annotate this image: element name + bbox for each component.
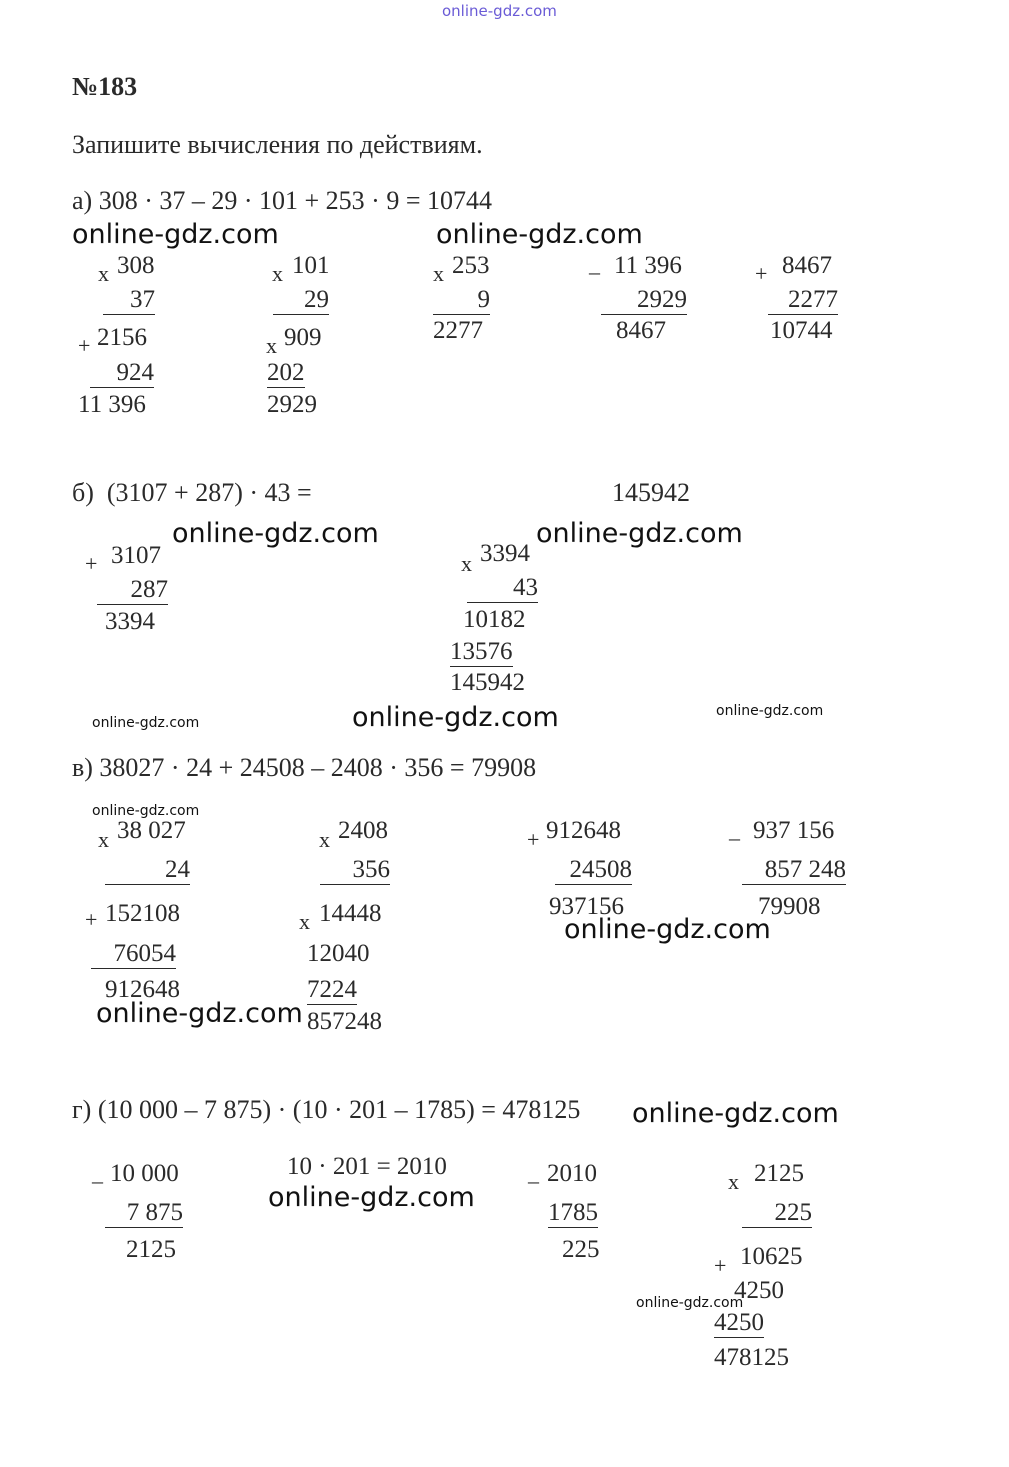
plus-sign: + [85, 551, 98, 576]
watermark[interactable]: online-gdz.com [268, 1182, 475, 1213]
minus-sign: – [92, 1168, 103, 1193]
calc-result: 79908 [758, 893, 821, 920]
calc-result: 8467 [616, 317, 666, 344]
calc-result: 145942 [450, 669, 525, 696]
calc-result: 857248 [307, 1008, 382, 1035]
multiply-sign: x [319, 827, 330, 852]
watermark[interactable]: online-gdz.com [564, 914, 771, 945]
calc-result: 11 396 [78, 391, 146, 418]
calc-operand: 2929 [601, 286, 687, 315]
calc-operand: 1785 [548, 1199, 598, 1226]
calc-partial: 909 [284, 324, 322, 351]
part-v-expression: в) 38027 · 24 + 24508 – 2408 · 356 = 79908 [72, 753, 537, 782]
multiply-sign: x [461, 551, 472, 576]
calc-operand: 10 000 [110, 1160, 179, 1187]
watermark[interactable]: online-gdz.com [632, 1098, 839, 1129]
calc-result: 2125 [126, 1236, 176, 1263]
calc-result: 225 [562, 1236, 600, 1263]
calc-operand: 308 [117, 252, 155, 279]
calc-operand: 2408 [338, 817, 388, 844]
watermark-top[interactable]: online-gdz.com [442, 2, 557, 20]
calc-operand: 3107 [111, 542, 161, 569]
watermark[interactable]: online-gdz.com [172, 518, 379, 549]
calc-partial: 4250 [714, 1309, 764, 1336]
part-g-sub-expression: 10 · 201 = 2010 [287, 1153, 447, 1180]
calc-partial: 76054 [91, 940, 176, 969]
calc-partial: 10182 [463, 606, 526, 633]
minus-sign: – [589, 259, 600, 284]
calc-operand: 24 [105, 856, 190, 885]
calc-result: 3394 [105, 608, 155, 635]
task-instruction: Запишите вычисления по действиям. [72, 130, 483, 159]
calc-operand: 43 [467, 574, 538, 603]
watermark[interactable]: online-gdz.com [96, 998, 303, 1029]
watermark[interactable]: online-gdz.com [72, 219, 279, 250]
calc-operand: 2125 [754, 1160, 804, 1187]
calc-partial: 10625 [740, 1243, 803, 1270]
plus-sign: + [85, 907, 98, 932]
calc-result: 912648 [105, 976, 180, 1003]
calc-operand: 287 [97, 576, 168, 605]
watermark-small[interactable]: online-gdz.com [716, 703, 824, 719]
calc-operand: 912648 [546, 817, 621, 844]
calc-operand: 225 [742, 1199, 812, 1228]
calc-operand: 9 [433, 286, 490, 315]
calc-partial: 152108 [105, 900, 180, 927]
calc-partial: 14448 [319, 900, 382, 927]
minus-sign: – [729, 825, 740, 850]
calc-operand: 2277 [768, 286, 838, 315]
calc-operand: 937 156 [753, 817, 835, 844]
multiply-sign: x [433, 261, 444, 286]
calc-operand: 2010 [547, 1160, 597, 1187]
calc-operand: 29 [273, 286, 329, 315]
watermark-small[interactable]: online-gdz.com [92, 803, 200, 819]
plus-sign: + [755, 261, 768, 286]
multiply-sign: x [272, 261, 283, 286]
watermark[interactable]: online-gdz.com [436, 219, 643, 250]
part-g-expression: г) (10 000 – 7 875) · (10 · 201 – 1785) = 478125 [72, 1095, 581, 1124]
calc-result: 2277 [433, 317, 483, 344]
calc-partial: 13576 [450, 638, 513, 665]
calc-result: 10744 [770, 317, 833, 344]
calc-operand: 37 [103, 286, 155, 315]
calc-partial: 2156 [97, 324, 147, 351]
calc-operand: 857 248 [742, 856, 846, 885]
part-b-expression: б) (3107 + 287) · 43 = [72, 478, 312, 507]
calc-result: 478125 [714, 1344, 789, 1371]
multiply-sign: x [299, 909, 310, 934]
plus-sign: + [714, 1253, 727, 1278]
calc-operand: 8467 [782, 252, 832, 279]
calc-partial: 924 [90, 359, 154, 388]
task-number: №183 [72, 72, 138, 101]
calc-partial: 7224 [307, 976, 357, 1003]
calc-operand: 101 [292, 252, 330, 279]
calc-result: 2929 [267, 391, 317, 418]
watermark-small[interactable]: online-gdz.com [636, 1295, 744, 1311]
calc-operand: 11 396 [614, 252, 682, 279]
calc-partial: 4250 [734, 1277, 784, 1304]
calc-operand: 7 875 [105, 1199, 183, 1228]
watermark[interactable]: online-gdz.com [352, 702, 559, 733]
minus-sign: – [528, 1168, 539, 1193]
watermark[interactable]: online-gdz.com [536, 518, 743, 549]
plus-sign: + [78, 333, 91, 358]
calc-partial: 202 [267, 359, 305, 386]
part-b-answer: 145942 [612, 478, 690, 507]
calc-operand: 24508 [555, 856, 632, 885]
multiply-sign: x [98, 827, 109, 852]
calc-operand: 253 [452, 252, 490, 279]
multiply-sign: x [98, 261, 109, 286]
calc-partial: 12040 [307, 940, 370, 967]
calc-operand: 3394 [480, 540, 530, 567]
calc-operand: 356 [320, 856, 390, 885]
multiply-sign: x [266, 333, 277, 358]
part-a-expression: а) 308 · 37 – 29 · 101 + 253 · 9 = 10744 [72, 186, 492, 215]
calc-operand: 38 027 [117, 817, 186, 844]
plus-sign: + [527, 827, 540, 852]
calc-result: 937156 [549, 893, 624, 920]
multiply-sign: x [728, 1169, 739, 1194]
watermark-small[interactable]: online-gdz.com [92, 715, 200, 731]
